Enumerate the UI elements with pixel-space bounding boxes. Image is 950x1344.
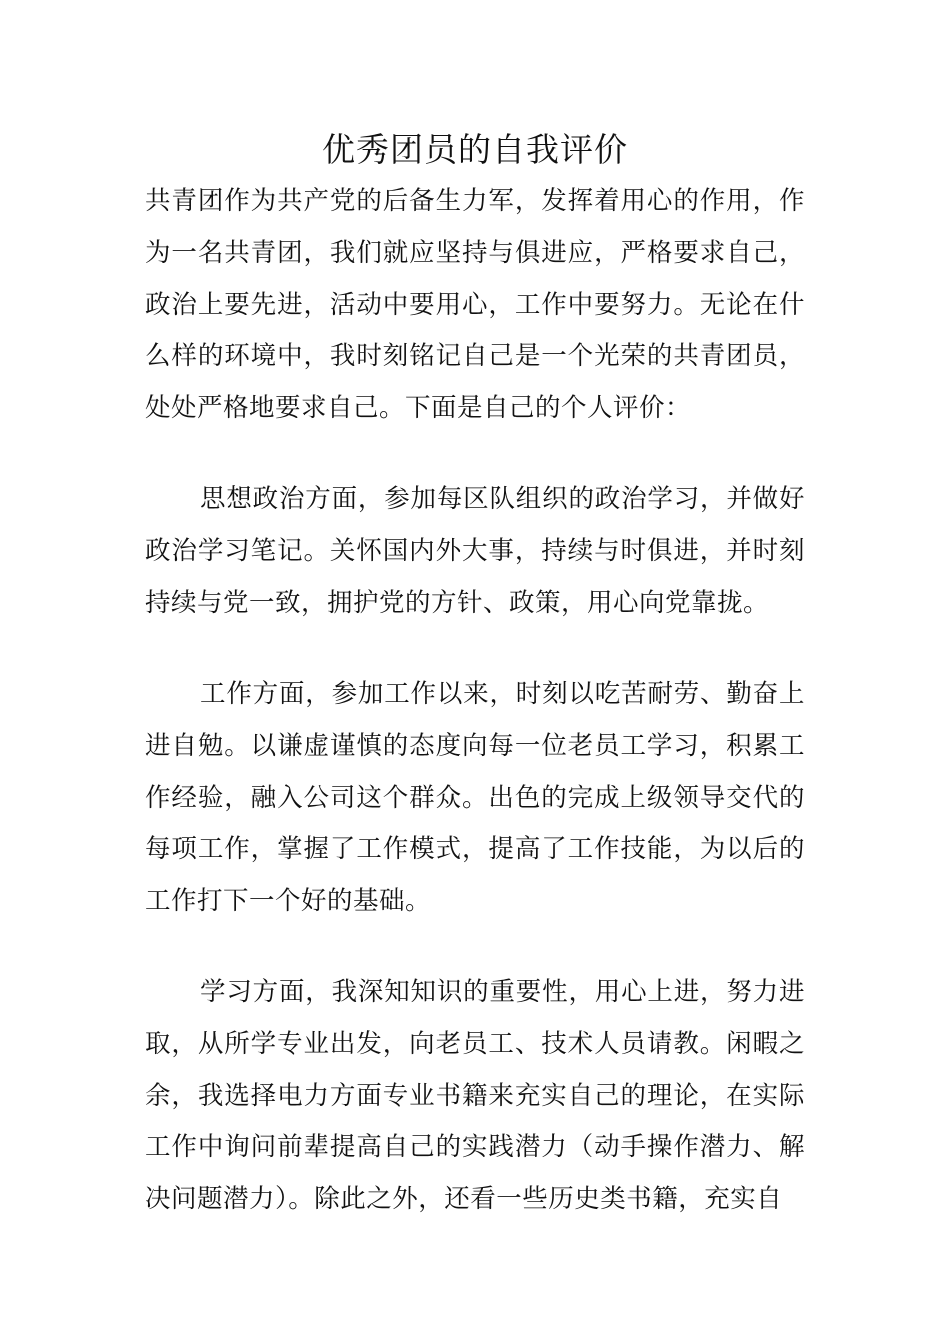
political-thought-paragraph: 思想政治方面，参加每区队组织的政治学习，并做好政治学习笔记。关怀国内外大事，持续与时俱进，并时刻持续与党一致，拥护党的方针、政策，用心向党靠拢。 xyxy=(145,484,805,618)
work-paragraph: 工作方面，参加工作以来，时刻以吃苦耐劳、勤奋上进自勉。以谦虚谨慎的态度向每一位老员工学习，积累工作经验，融入公司这个群众。出色的完成上级领导交代的每项工作，掌握了工作模式，提高了工作技能，为以后的工作打下一个好的基础。 xyxy=(145,679,805,917)
document-title: 优秀团员的自我评价 xyxy=(322,130,628,169)
intro-paragraph: 共青团作为共产党的后备生力军，发挥着用心的作用，作为一名共青团，我们就应坚持与俱进应，严格要求自己，政治上要先进，活动中要用心，工作中要努力。无论在什么样的环境中，我时刻铭记自己是一个光荣的共青团员，处处严格地要求自己。下面是自己的个人评价： xyxy=(145,186,805,424)
study-paragraph: 学习方面，我深知知识的重要性，用心上进，努力进取，从所学专业出发，向老员工、技术人员请教。闲暇之余，我选择电力方面专业书籍来充实自己的理论，在实际工作中询问前辈提高自己的实践潜力（动手操作潜力、解决问题潜力）。除此之外，还看一些历史类书籍，充实自 xyxy=(145,977,805,1215)
